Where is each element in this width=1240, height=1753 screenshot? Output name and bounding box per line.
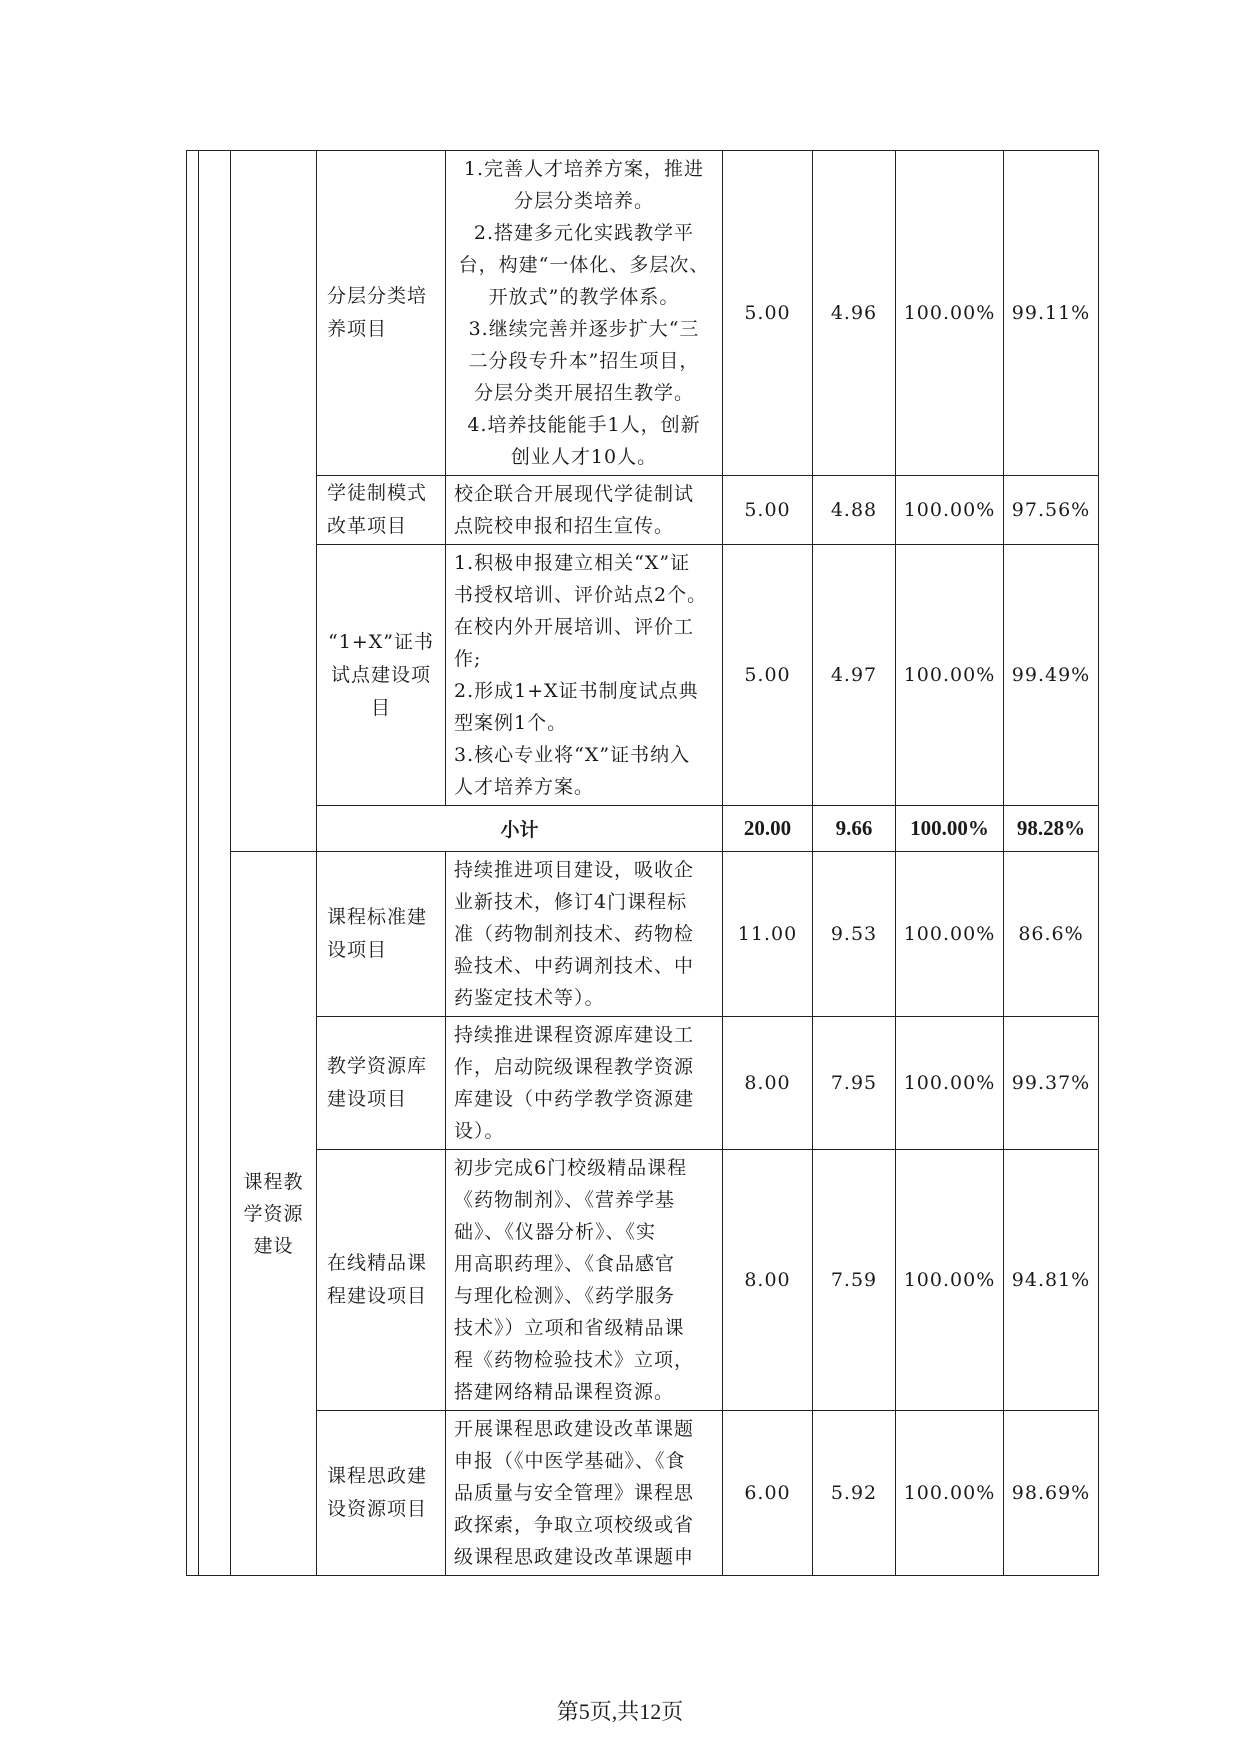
content-line: 1.积极申报建立相关“X”证 (454, 552, 691, 574)
content-line: 品质量与安全管理》课程思 (454, 1482, 695, 1504)
rate-value: 99.49% (1004, 545, 1099, 806)
rate-value: 86.6% (1004, 852, 1099, 1017)
project-content (446, 1150, 723, 1411)
content-line: 准（药物制剂技术、药物检 (454, 923, 695, 945)
budget-value: 5.00 (723, 545, 813, 806)
content-line: 二分段专升本”招生项目， (468, 350, 700, 372)
budget-value: 11.00 (723, 852, 813, 1017)
content-line: 础》、《仪器分析》、《实 (454, 1221, 657, 1243)
content-line: 点院校申报和招生宣传。 (454, 515, 675, 537)
content-line: 申报（《中医学基础》、《食 (454, 1450, 686, 1472)
progress-value: 100.00% (896, 1150, 1004, 1411)
actual-value: 7.59 (813, 1150, 896, 1411)
project-name: 学徒制模式改革项目 (317, 476, 446, 545)
subtotal-budget: 20.00 (723, 806, 813, 852)
progress-value: 100.00% (896, 1017, 1004, 1150)
project-content (446, 151, 723, 476)
content-line: 创业人才10人。 (510, 446, 658, 468)
progress-value: 100.00% (896, 852, 1004, 1017)
project-name: 课程标准建设项目 (317, 852, 446, 1017)
content-line: 持续推进课程资源库建设工 (454, 1024, 695, 1046)
content-line: 业新技术，修订4门课程标 (454, 891, 688, 913)
table-row (187, 852, 1099, 1017)
rate-value: 94.81% (1004, 1150, 1099, 1411)
outer-column (187, 151, 199, 1576)
content-line: 库建设（中药学教学资源建 (454, 1088, 695, 1110)
content-line: 政探索，争取立项校级或省 (454, 1514, 695, 1536)
subtotal-label: 小计 (317, 806, 723, 852)
progress-value: 100.00% (896, 151, 1004, 476)
content-line: 校企联合开展现代学徒制试 (454, 483, 695, 505)
actual-value: 9.53 (813, 852, 896, 1017)
category-label (231, 852, 317, 1576)
content-line: 初步完成6门校级精品课程 (454, 1157, 688, 1179)
budget-value: 8.00 (723, 1150, 813, 1411)
progress-value: 100.00% (896, 545, 1004, 806)
content-line: 3.继续完善并逐步扩大“三 (468, 318, 700, 340)
table-row (187, 1150, 1099, 1411)
content-line: 作; (454, 648, 482, 670)
content-line: 作，启动院级课程教学资源 (454, 1056, 695, 1078)
content-line: 人才培养方案。 (454, 776, 595, 798)
actual-value: 7.95 (813, 1017, 896, 1150)
content-line: 型案例1个。 (454, 712, 568, 734)
project-name: “1+X”证书试点建设项目 (317, 545, 446, 806)
content-line: 程《药物检验技术》立项， (454, 1349, 695, 1371)
rate-value: 99.37% (1004, 1017, 1099, 1150)
content-line: 台，构建“一体化、多层次、 (458, 254, 710, 276)
content-line: 分层分类培养。 (513, 190, 654, 212)
progress-value: 100.00% (896, 476, 1004, 545)
content-line: 2.搭建多元化实践教学平 (473, 222, 695, 244)
table-row (187, 476, 1099, 545)
content-line: 设）。 (454, 1120, 505, 1142)
content-line: 开展课程思政建设改革课题 (454, 1418, 695, 1440)
page-number: 第5页,共12页 (556, 1699, 684, 1724)
content-line: 验技术、中药调剂技术、中 (454, 955, 695, 977)
content-line: 在校内外开展培训、评价工 (454, 616, 695, 638)
content-line: 用高职药理》、《食品感官 (454, 1253, 676, 1275)
project-name: 分层分类培养项目 (317, 151, 446, 476)
content-line: 搭建网络精品课程资源。 (454, 1381, 675, 1403)
content-line: 分层分类开展招生教学。 (473, 382, 694, 404)
actual-value: 5.92 (813, 1411, 896, 1576)
budget-value: 8.00 (723, 1017, 813, 1150)
table-row (187, 151, 1099, 476)
budget-value: 5.00 (723, 151, 813, 476)
content-line: 与理化检测》、《药学服务 (454, 1285, 676, 1307)
project-content (446, 1411, 723, 1576)
content-line: 药鉴定技术等）。 (454, 987, 605, 1009)
project-content (446, 852, 723, 1017)
rate-value: 99.11% (1004, 151, 1099, 476)
actual-value: 4.88 (813, 476, 896, 545)
content-line: 级课程思政建设改革课题申 (454, 1546, 695, 1568)
actual-value: 4.97 (813, 545, 896, 806)
budget-value: 6.00 (723, 1411, 813, 1576)
rate-value: 98.69% (1004, 1411, 1099, 1576)
project-name: 课程思政建设资源项目 (317, 1411, 446, 1576)
content-line: 开放式”的教学体系。 (488, 286, 680, 308)
project-content (446, 476, 723, 545)
content-line: 持续推进项目建设，吸收企 (454, 859, 695, 881)
subtotal-progress: 100.00% (896, 806, 1004, 852)
table-row (187, 1411, 1099, 1576)
actual-value: 4.96 (813, 151, 896, 476)
table-row (187, 545, 1099, 806)
content-line: 3.核心专业将“X”证书纳入 (454, 744, 691, 766)
content-line: 书授权培训、评价站点2个。 (454, 584, 708, 606)
content-line: 技术》）立项和省级精品课 (454, 1317, 685, 1339)
project-content (446, 545, 723, 806)
content-line: 2.形成1+X证书制度试点典 (454, 680, 699, 702)
subtotal-rate: 98.28% (1004, 806, 1099, 852)
budget-value: 5.00 (723, 476, 813, 545)
project-name: 教学资源库建设项目 (317, 1017, 446, 1150)
content-line: 4.培养技能能手1人，创新 (467, 414, 701, 436)
content-line: 1.完善人才培养方案，推进 (463, 158, 705, 180)
project-content (446, 1017, 723, 1150)
category-cell-empty (231, 151, 317, 852)
category-text: 课程教学资源建设 (243, 1170, 304, 1257)
progress-value: 100.00% (896, 1411, 1004, 1576)
second-column (199, 151, 231, 1576)
subtotal-actual: 9.66 (813, 806, 896, 852)
project-name: 在线精品课程建设项目 (317, 1150, 446, 1411)
performance-table (186, 150, 1099, 1576)
content-line: 《药物制剂》、《营养学基 (454, 1189, 676, 1211)
subtotal-row (187, 806, 1099, 852)
table-row (187, 1017, 1099, 1150)
rate-value: 97.56% (1004, 476, 1099, 545)
